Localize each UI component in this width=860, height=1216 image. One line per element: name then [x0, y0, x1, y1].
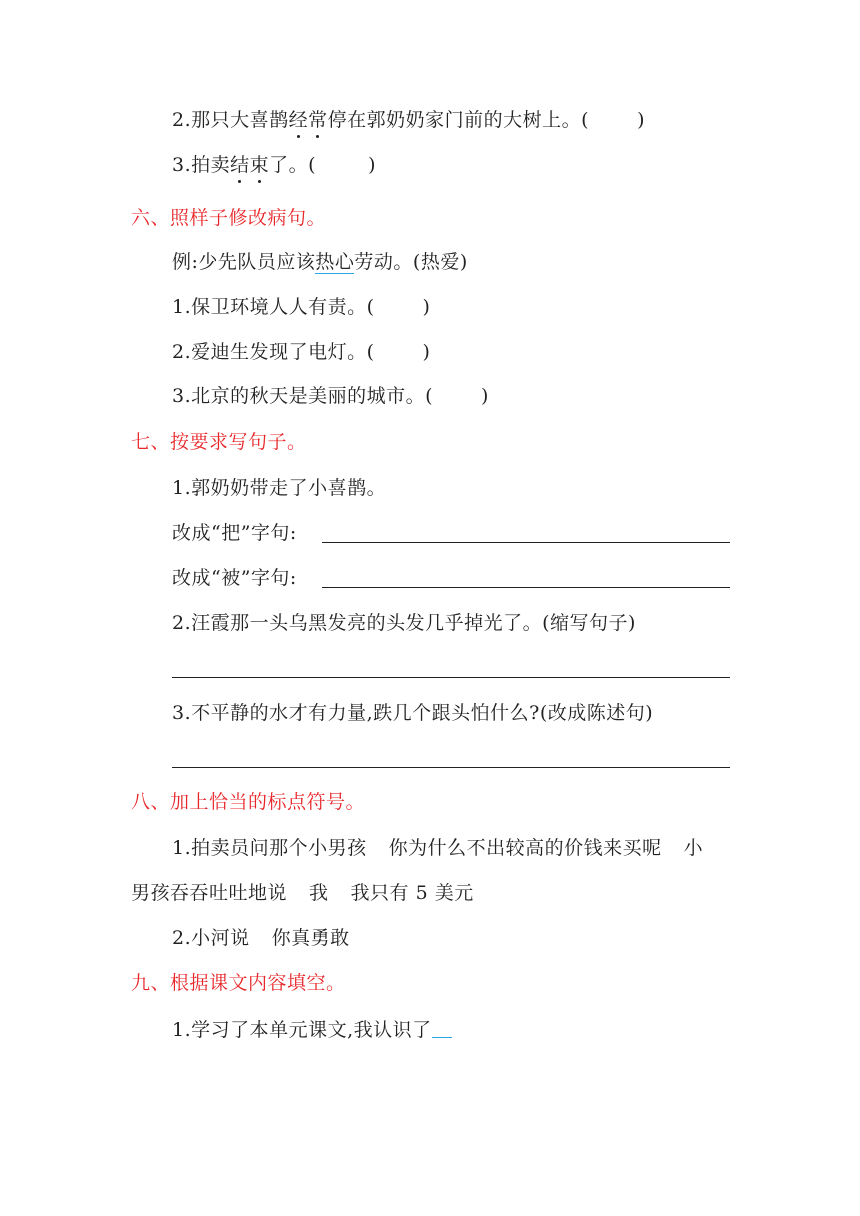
q5-2: 2.那只大喜鹊经常停在郭奶奶家门前的大树上。( )	[172, 109, 646, 131]
dotted-char: 结	[230, 154, 250, 176]
dotted-char: 常	[308, 109, 328, 131]
example-line: 例:少先队员应该热心劳动。(热爱)	[172, 251, 468, 273]
q5-2-post: 停在郭奶奶家门前的大树上。(	[327, 109, 590, 131]
q7-3-answer-line[interactable]	[172, 767, 730, 768]
marked-word: 热心	[315, 251, 355, 273]
section-heading-9: 九、根据课文内容填空。	[131, 972, 346, 994]
bei-label: 改成“被”字句:	[172, 567, 297, 589]
section-heading-6: 六、照样子修改病句。	[131, 207, 327, 229]
ba-label: 改成“把”字句:	[172, 522, 297, 544]
q9-1: 1.学习了本单元课文,我认识了	[172, 1017, 452, 1042]
q8-1-line2: 男孩吞吞吐吐地说 我 我只有 5 美元	[131, 882, 474, 904]
q6-3: 3.北京的秋天是美丽的城市。( )	[172, 385, 489, 407]
q6-1: 1.保卫环境人人有责。( )	[172, 296, 431, 318]
q8-1-line1: 1.拍卖员问那个小男孩 你为什么不出较高的价钱来买呢 小	[172, 837, 704, 859]
q7-1: 1.郭奶奶带走了小喜鹊。	[172, 477, 387, 499]
dotted-char: 束	[249, 154, 270, 176]
q5-3: 3.拍卖结束了。( )	[172, 154, 377, 176]
bei-answer-line[interactable]	[322, 587, 730, 588]
q5-2-pre: 2.那只大喜鹊	[172, 109, 289, 131]
q8-2: 2.小河说 你真勇敢	[172, 927, 350, 949]
dotted-char: 经	[288, 109, 309, 131]
q6-2: 2.爱迪生发现了电灯。( )	[172, 341, 431, 363]
section-heading-8: 八、加上恰当的标点符号。	[131, 791, 366, 813]
ba-answer-line[interactable]	[322, 542, 730, 543]
q7-3: 3.不平静的水才有力量,跌几个跟头怕什么?(改成陈述句)	[172, 702, 654, 724]
q7-2: 2.汪霞那一头乌黑发亮的头发几乎掉光了。(缩写句子)	[172, 612, 636, 634]
section-heading-7: 七、按要求写句子。	[131, 431, 307, 453]
fill-blank[interactable]	[432, 1017, 452, 1038]
q7-2-answer-line[interactable]	[172, 677, 730, 678]
